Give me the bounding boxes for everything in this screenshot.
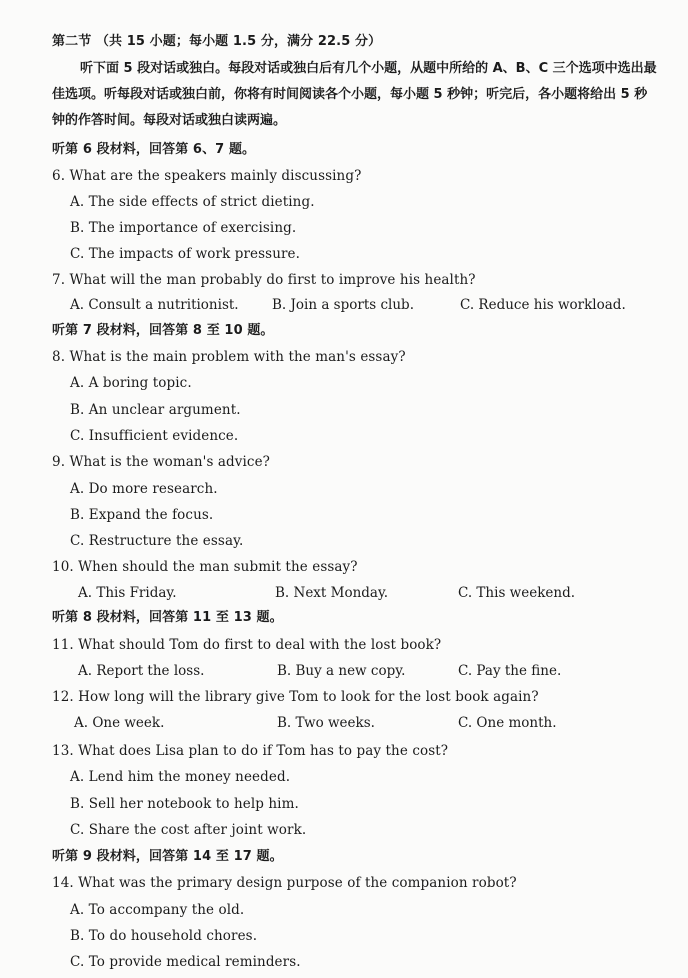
question-6-option-a: A. The side effects of strict dieting.	[70, 194, 315, 210]
question-14-option-c: C. To provide medical reminders.	[70, 954, 301, 970]
question-8-option-b: B. An unclear argument.	[70, 402, 241, 418]
question-12-option-b: B. Two weeks.	[277, 715, 375, 731]
question-6-option-b: B. The importance of exercising.	[70, 220, 297, 236]
question-12-option-c: C. One month.	[458, 715, 557, 731]
question-8-option-a: A. A boring topic.	[70, 375, 192, 391]
question-10-stem: 10. When should the man submit the essay?	[52, 559, 358, 575]
question-13-option-a: A. Lend him the money needed.	[70, 769, 291, 785]
question-6-option-c: C. The impacts of work pressure.	[70, 246, 301, 262]
question-8-stem: 8. What is the main problem with the man's essay?	[52, 349, 406, 365]
group-heading-7: 听第 7 段材料，回答第 8 至 10 题。	[52, 323, 274, 338]
question-6-stem: 6. What are the speakers mainly discussing?	[52, 168, 362, 184]
section-heading: 第二节 （共 15 小题；每小题 1.5 分，满分 22.5 分）	[52, 34, 382, 49]
question-7-stem: 7. What will the man probably do first to improve his health?	[52, 272, 476, 288]
question-14-option-a: A. To accompany the old.	[70, 902, 245, 918]
group-heading-8: 听第 8 段材料，回答第 11 至 13 题。	[52, 610, 283, 625]
question-10-option-a: A. This Friday.	[78, 585, 177, 601]
question-9-stem: 9. What is the woman's advice?	[52, 454, 271, 470]
question-9-option-b: B. Expand the focus.	[70, 507, 214, 523]
question-9-option-c: C. Restructure the essay.	[70, 533, 244, 549]
question-7-option-a: A. Consult a nutritionist.	[70, 297, 239, 313]
group-heading-6: 听第 6 段材料，回答第 6、7 题。	[52, 142, 256, 157]
question-10-option-b: B. Next Monday.	[275, 585, 389, 601]
question-14-stem: 14. What was the primary design purpose of the companion robot?	[52, 875, 517, 891]
question-10-option-c: C. This weekend.	[458, 585, 575, 601]
question-8-option-c: C. Insufficient evidence.	[70, 428, 239, 444]
question-11-option-c: C. Pay the fine.	[458, 663, 562, 679]
question-9-option-a: A. Do more research.	[70, 481, 218, 497]
question-13-option-b: B. Sell her notebook to help him.	[70, 796, 299, 812]
question-11-stem: 11. What should Tom do first to deal with the lost book?	[52, 637, 442, 653]
question-11-option-a: A. Report the loss.	[78, 663, 205, 679]
question-7-option-b: B. Join a sports club.	[272, 297, 414, 313]
question-11-option-b: B. Buy a new copy.	[277, 663, 406, 679]
group-heading-9: 听第 9 段材料，回答第 14 至 17 题。	[52, 849, 283, 864]
question-14-option-b: B. To do household chores.	[70, 928, 258, 944]
question-12-stem: 12. How long will the library give Tom to look for the lost book again?	[52, 689, 539, 705]
question-13-option-c: C. Share the cost after joint work.	[70, 822, 307, 838]
section-instructions: 听下面 5 段对话或独白。每段对话或独白后有几个小题，从题中所给的 A、B、C 三个选项中选出最佳选项。听每段对话或独白前，你将有时间阅读各个小题，每小题 5 秒钟；听完后，各小题将给出 5 秒钟的作答时间。每段对话或独白读两遍。	[52, 61, 657, 128]
question-13-stem: 13. What does Lisa plan to do if Tom has to pay the cost?	[52, 743, 449, 759]
question-7-option-c: C. Reduce his workload.	[460, 297, 626, 313]
question-12-option-a: A. One week.	[74, 715, 165, 731]
